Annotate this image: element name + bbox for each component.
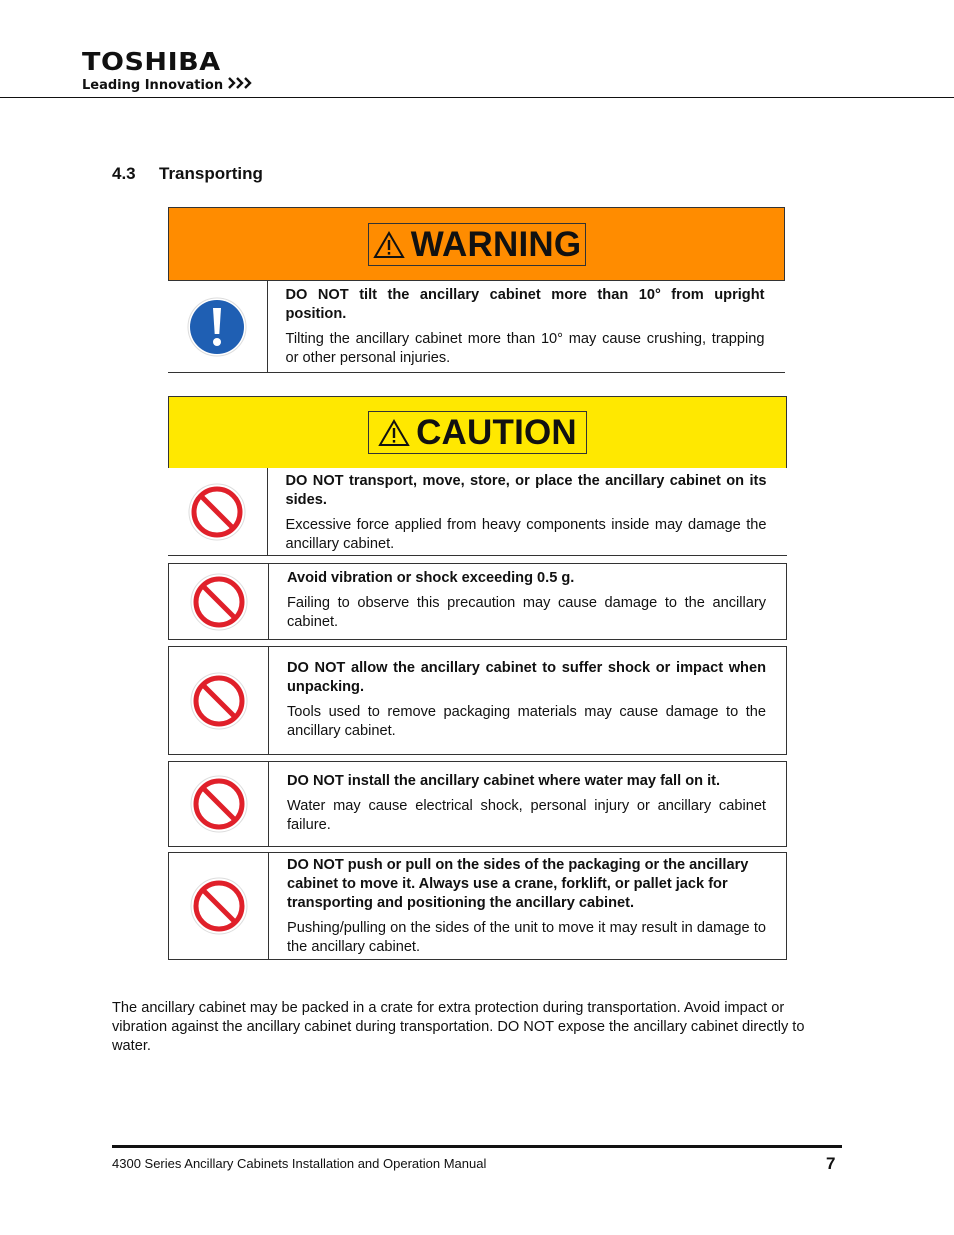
- warning-triangle-icon: [378, 419, 410, 447]
- warning-badge: [368, 223, 586, 266]
- caution-header: [169, 397, 786, 470]
- caution-item-text: Tools used to remove packaging materials may cause damage to the ancillary cabinet.: [287, 704, 766, 739]
- footer-manual-title: 4300 Series Ancillary Cabinets Installation and Operation Manual: [112, 1156, 487, 1171]
- caution-item: [168, 468, 787, 555]
- toshiba-logo: [82, 48, 254, 93]
- warning-header: [169, 208, 784, 282]
- prohibition-icon: [190, 775, 248, 833]
- warning-label: WARNING: [410, 224, 582, 264]
- warning-item: [168, 280, 785, 372]
- warning-triangle-icon: [373, 231, 405, 259]
- caution-item-heading: DO NOT transport, move, store, or place the ancillary cabinet on its sides.: [285, 473, 767, 508]
- section-title: Transporting: [159, 164, 263, 183]
- caution-item-text: Failing to observe this precaution may cause damage to the ancillary cabinet.: [287, 595, 766, 630]
- prohibition-icon: [188, 483, 246, 541]
- caution-item-text: Excessive force applied from heavy components inside may damage the ancillary cabinet.: [285, 517, 767, 552]
- caution-item: [168, 761, 787, 847]
- caution-item: [168, 563, 787, 640]
- prohibition-icon: [190, 877, 248, 935]
- prohibition-icon: [190, 672, 248, 730]
- warning-panel: [168, 207, 785, 373]
- section-number: 4.3: [112, 164, 136, 183]
- caution-badge: [368, 411, 587, 454]
- caution-panel: [168, 396, 787, 556]
- warning-item-text: Tilting the ancillary cabinet more than 10° may cause crushing, trapping or other personal injuries.: [285, 331, 765, 366]
- prohibition-icon: [190, 573, 248, 631]
- caution-item-heading: DO NOT install the ancillary cabinet where water may fall on it.: [287, 773, 721, 789]
- caution-item: [168, 852, 787, 960]
- header-divider: [0, 97, 954, 98]
- body-paragraph: The ancillary cabinet may be packed in a crate for extra protection during transportation. Avoid impact or vibration against the ancillary cabinet during transportation. DO NOT expose the ancillary cabinet directly to water.: [112, 1000, 805, 1054]
- caution-item-text: Water may cause electrical shock, personal injury or ancillary cabinet failure.: [287, 798, 766, 833]
- mandatory-exclamation-icon: [187, 297, 247, 357]
- tagline-text: Leading Innovation: [82, 77, 224, 93]
- caution-item-heading: DO NOT allow the ancillary cabinet to suffer shock or impact when unpacking.: [287, 660, 766, 695]
- caution-item-heading: Avoid vibration or shock exceeding 0.5 g.: [287, 570, 575, 586]
- caution-label: CAUTION: [416, 412, 577, 452]
- footer-divider: [112, 1145, 842, 1148]
- triple-chevron-right-icon: [228, 77, 254, 93]
- section-heading: [112, 164, 263, 184]
- page-number: 7: [826, 1154, 836, 1173]
- warning-item-heading: DO NOT tilt the ancillary cabinet more than 10° from upright position.: [285, 287, 765, 322]
- caution-item-text: Pushing/pulling on the sides of the unit to move it may result in damage to the ancillary cabinet.: [287, 920, 766, 955]
- caution-item: [168, 646, 787, 755]
- logo-wordmark: TOSHIBA: [82, 47, 221, 76]
- logo-tagline: [82, 77, 254, 93]
- caution-item-heading: DO NOT push or pull on the sides of the packaging or the ancillary cabinet to move it. Always use a crane, forklift, or pallet jack for transporting and positioning the ancillary cabinet.: [287, 857, 749, 911]
